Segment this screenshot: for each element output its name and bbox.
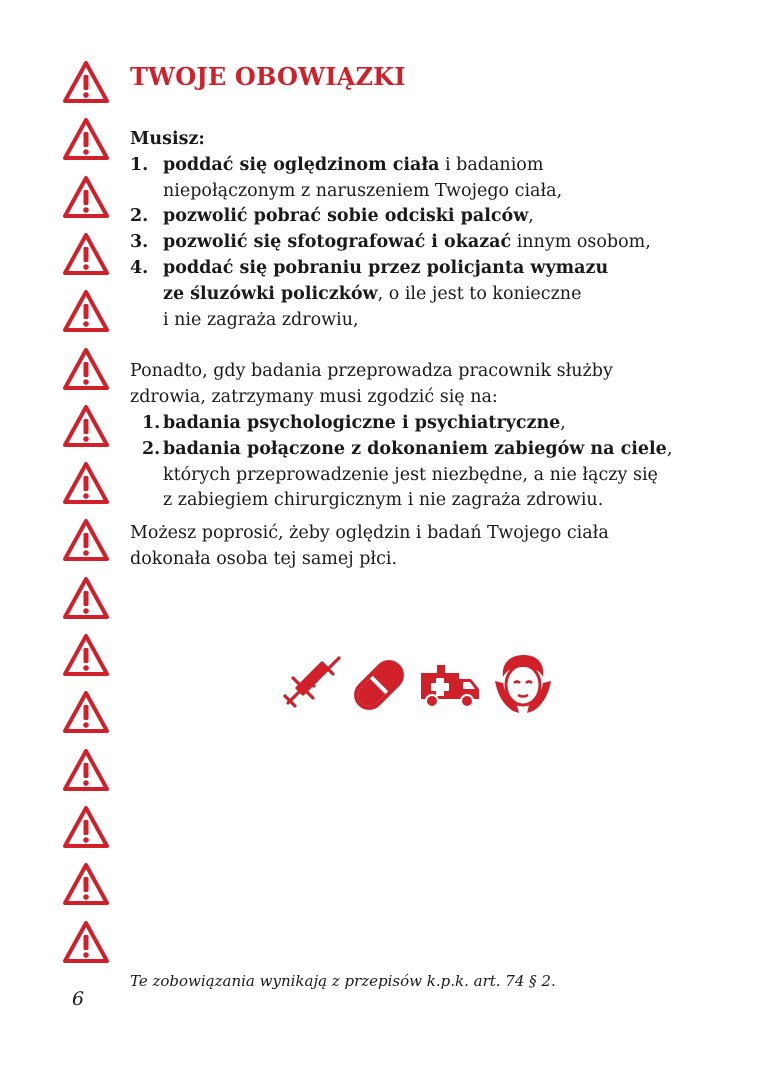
warning-icon: [63, 461, 109, 505]
list-item-bold: badania połączone z dokonaniem zabiegów na ciele: [163, 438, 667, 459]
list-item-continuation: i nie zagraża zdrowiu,: [163, 309, 359, 330]
list-item: [130, 204, 730, 230]
paragraph-line: dokonała osoba tej samej płci.: [130, 548, 398, 569]
paragraph-line: Możesz poprosić, żeby oględzin i badań Twojego ciała: [130, 523, 609, 544]
warning-icon: [63, 920, 109, 964]
list-item-continuation: niepołączonym z naruszeniem Twojego ciała,: [163, 180, 563, 201]
list-item-bold: pozwolić pobrać sobie odciski palców: [163, 206, 529, 227]
list-item: [130, 230, 730, 256]
page-number: 6: [72, 988, 85, 1010]
obligations-list: [130, 153, 730, 334]
list-item-continuation: z zabiegiem chirurgicznym i nie zagraża zdrowiu.: [163, 490, 604, 511]
list-item: [130, 153, 730, 205]
list-number: 1.: [130, 154, 149, 175]
warning-icon: [63, 404, 109, 448]
list-item: [130, 411, 730, 437]
warning-icon: [63, 633, 109, 677]
list-item-bold: ze śluzówki policzków: [163, 283, 378, 304]
warning-icon: [63, 862, 109, 906]
warning-icon: [63, 232, 109, 276]
warning-icon: [63, 748, 109, 792]
health-exam-list: [130, 411, 730, 514]
list-item-continuation: których przeprowadzenie jest niezbędne, a nie łączy się: [163, 464, 658, 485]
musisz-label: Musisz:: [130, 129, 205, 149]
face-examination-icon: [491, 653, 555, 717]
list-number: 2.: [142, 438, 161, 459]
list-item-text: ,: [666, 438, 673, 459]
warning-icon: [63, 805, 109, 849]
warning-icon: [63, 690, 109, 734]
warning-icon: [63, 175, 109, 219]
paragraph-line: zdrowia, zatrzymany musi zgodzić się na:: [130, 387, 498, 408]
list-item: [130, 256, 730, 333]
list-number: 3.: [130, 232, 149, 253]
warning-icon: [63, 289, 109, 333]
warning-icon: [63, 518, 109, 562]
list-item-text: i badaniom: [439, 154, 544, 175]
pill-icon: [349, 655, 409, 715]
list-item-bold: poddać się pobraniu przez policjanta wymazu: [163, 257, 609, 278]
list-item-text: ,: [560, 412, 566, 433]
list-item-bold: poddać się oględzinom ciała: [163, 154, 440, 175]
warning-icon: [63, 576, 109, 620]
list-item-text: , o ile jest to konieczne: [377, 283, 582, 304]
paragraph-line: Ponadto, gdy badania przeprowadza pracownik służby: [130, 361, 613, 382]
main-content: [130, 127, 730, 573]
warning-icon: [63, 117, 109, 161]
list-number: 1.: [142, 412, 161, 433]
list-item-bold: pozwolić się sfotografować i okazać: [163, 232, 512, 253]
list-item: [130, 437, 730, 514]
list-number: 2.: [130, 206, 149, 227]
list-number: 4.: [130, 257, 149, 278]
list-item-text: innym osobom,: [511, 232, 651, 253]
ambulance-icon: [417, 659, 483, 711]
syringe-icon: [283, 656, 341, 714]
footnote: Te zobowiązania wynikają z przepisów k.p.k. art. 74 § 2.: [130, 972, 556, 990]
warning-icon: [63, 60, 109, 104]
list-item-bold: badania psychologiczne i psychiatryczne: [163, 412, 561, 433]
warning-icon: [63, 347, 109, 391]
page-title: TWOJE OBOWIĄZKI: [130, 62, 406, 91]
medical-icons-row: [283, 653, 555, 717]
list-item-text: ,: [528, 206, 534, 227]
